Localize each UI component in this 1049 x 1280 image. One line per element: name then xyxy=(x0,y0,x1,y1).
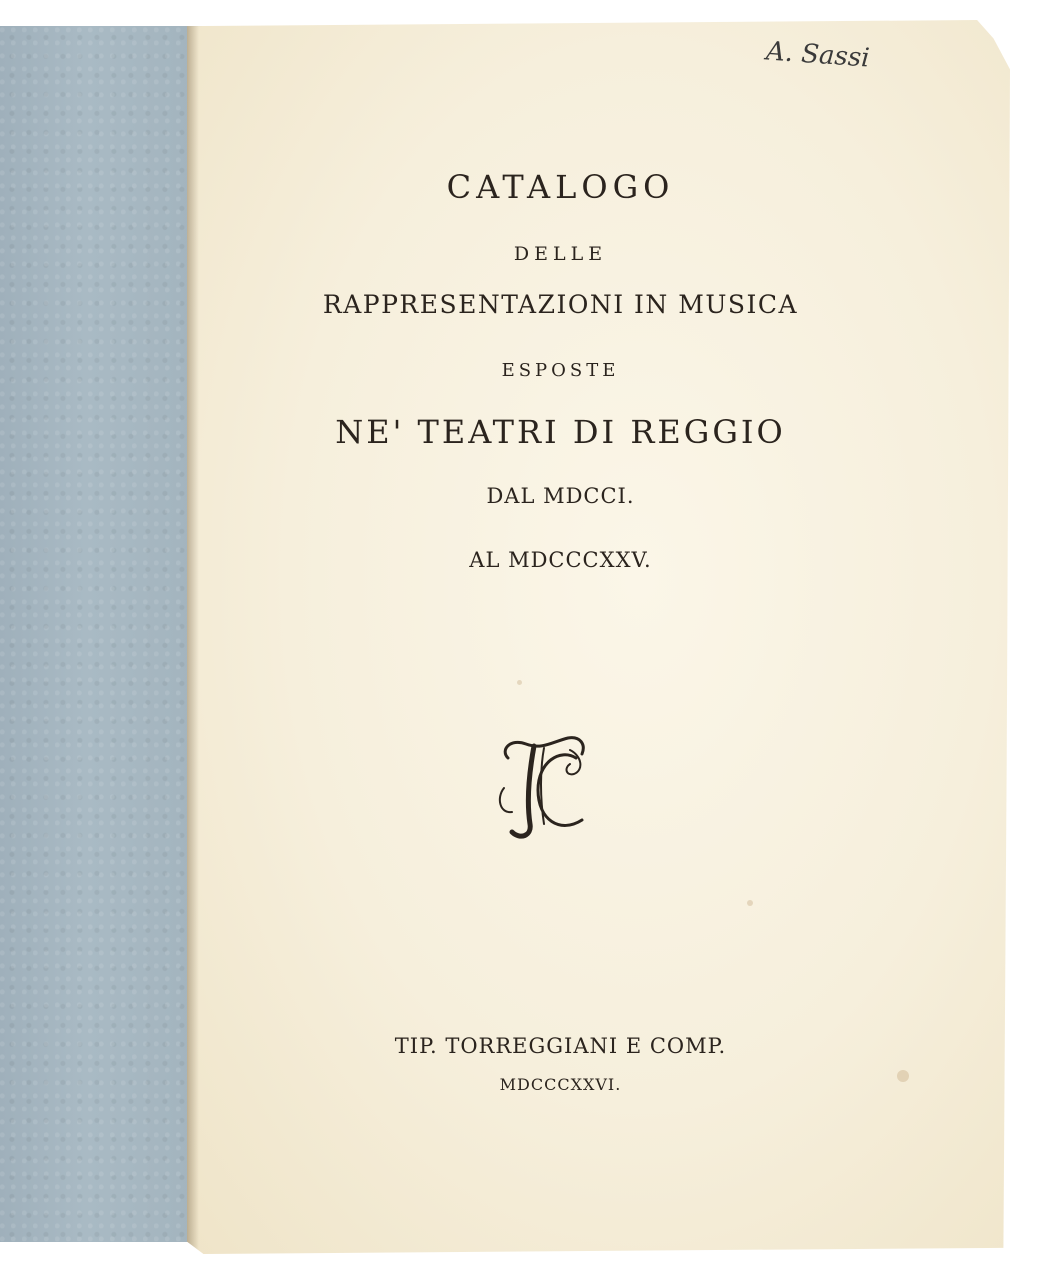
blue-paper-cover xyxy=(0,26,215,1242)
foxing-spot xyxy=(517,680,522,685)
title-delle: DELLE xyxy=(513,243,608,265)
printer-name: TIP. TORREGGIANI E COMP. xyxy=(394,1034,727,1058)
monogram-TC-icon xyxy=(490,728,600,848)
date-to: AL MDCCCXXV. xyxy=(469,548,652,572)
publication-year: MDCCCXXVI. xyxy=(499,1075,622,1094)
title-catalogo: CATALOGO xyxy=(446,168,675,206)
title-esposte: ESPOSTE xyxy=(501,360,620,381)
handwritten-signature: A. Sassi xyxy=(765,36,871,74)
title-rappresentazioni: RAPPRESENTAZIONI IN MUSICA xyxy=(322,290,799,319)
date-from: DAL MDCCI. xyxy=(486,484,635,508)
title-teatri: NE' TEATRI DI REGGIO xyxy=(335,413,786,451)
foxing-spot xyxy=(747,900,753,906)
